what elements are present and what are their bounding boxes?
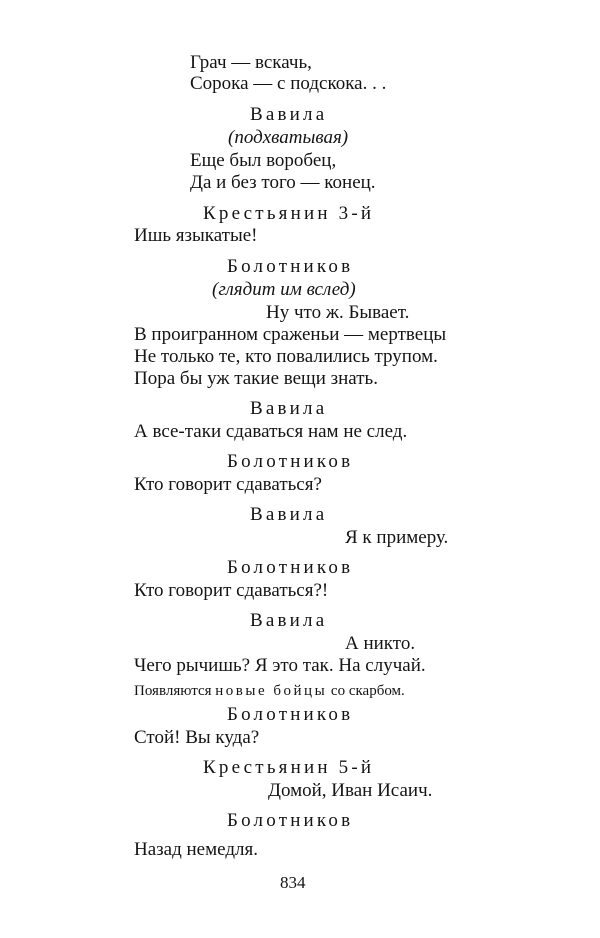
speaker-name: Болотников — [227, 256, 354, 277]
stage-direction-after: со скарбом. — [330, 683, 405, 699]
verse-line: Да и без того — конец. — [190, 172, 376, 193]
verse-line: Не только те, кто повалились трупом. — [134, 346, 438, 367]
verse-line: Ишь языкатые! — [134, 225, 258, 246]
verse-line: Грач — вскачь, — [190, 52, 312, 73]
verse-line: А все-таки сдаваться нам не след. — [134, 421, 408, 442]
stage-direction-line — [134, 680, 405, 702]
verse-line: Пора бы уж такие вещи знать. — [134, 368, 378, 389]
verse-line: Кто говорит сдаваться? — [134, 474, 322, 495]
speaker-name: Болотников — [227, 810, 354, 831]
page-number: 834 — [280, 873, 306, 892]
verse-line: В проигранном сраженьи — мертвецы — [134, 324, 447, 345]
verse-line: Назад немедля. — [134, 839, 258, 860]
speaker-name: Крестьянин 3-й — [203, 203, 375, 224]
stage-direction-before: Появляются — [134, 683, 212, 699]
verse-line: Стой! Вы куда? — [134, 727, 260, 748]
speaker-name: Вавила — [250, 398, 328, 419]
speaker-name: Болотников — [227, 451, 354, 472]
speaker-name: Вавила — [250, 610, 328, 631]
verse-line: Чего рычишь? Я это так. На случай. — [134, 655, 426, 676]
verse-line: Я к примеру. — [345, 527, 449, 548]
verse-line: А никто. — [345, 633, 416, 654]
verse-line: Ну что ж. Бывает. — [266, 302, 410, 323]
verse-line: Домой, Иван Исаич. — [268, 780, 433, 801]
verse-line: Кто говорит сдаваться?! — [134, 580, 329, 601]
stage-direction: (подхватывая) — [228, 127, 349, 148]
verse-line: Сорока — с подскока. . . — [190, 73, 387, 94]
verse-line: Еще был воробец, — [190, 150, 337, 171]
speaker-name: Крестьянин 5-й — [203, 757, 375, 778]
speaker-name: Вавила — [250, 504, 328, 525]
stage-direction: (глядит им вслед) — [212, 279, 356, 300]
speaker-name: Болотников — [227, 704, 354, 725]
stage-direction-spaced: новые бойцы — [215, 683, 328, 699]
speaker-name: Болотников — [227, 557, 354, 578]
speaker-name: Вавила — [250, 104, 328, 125]
